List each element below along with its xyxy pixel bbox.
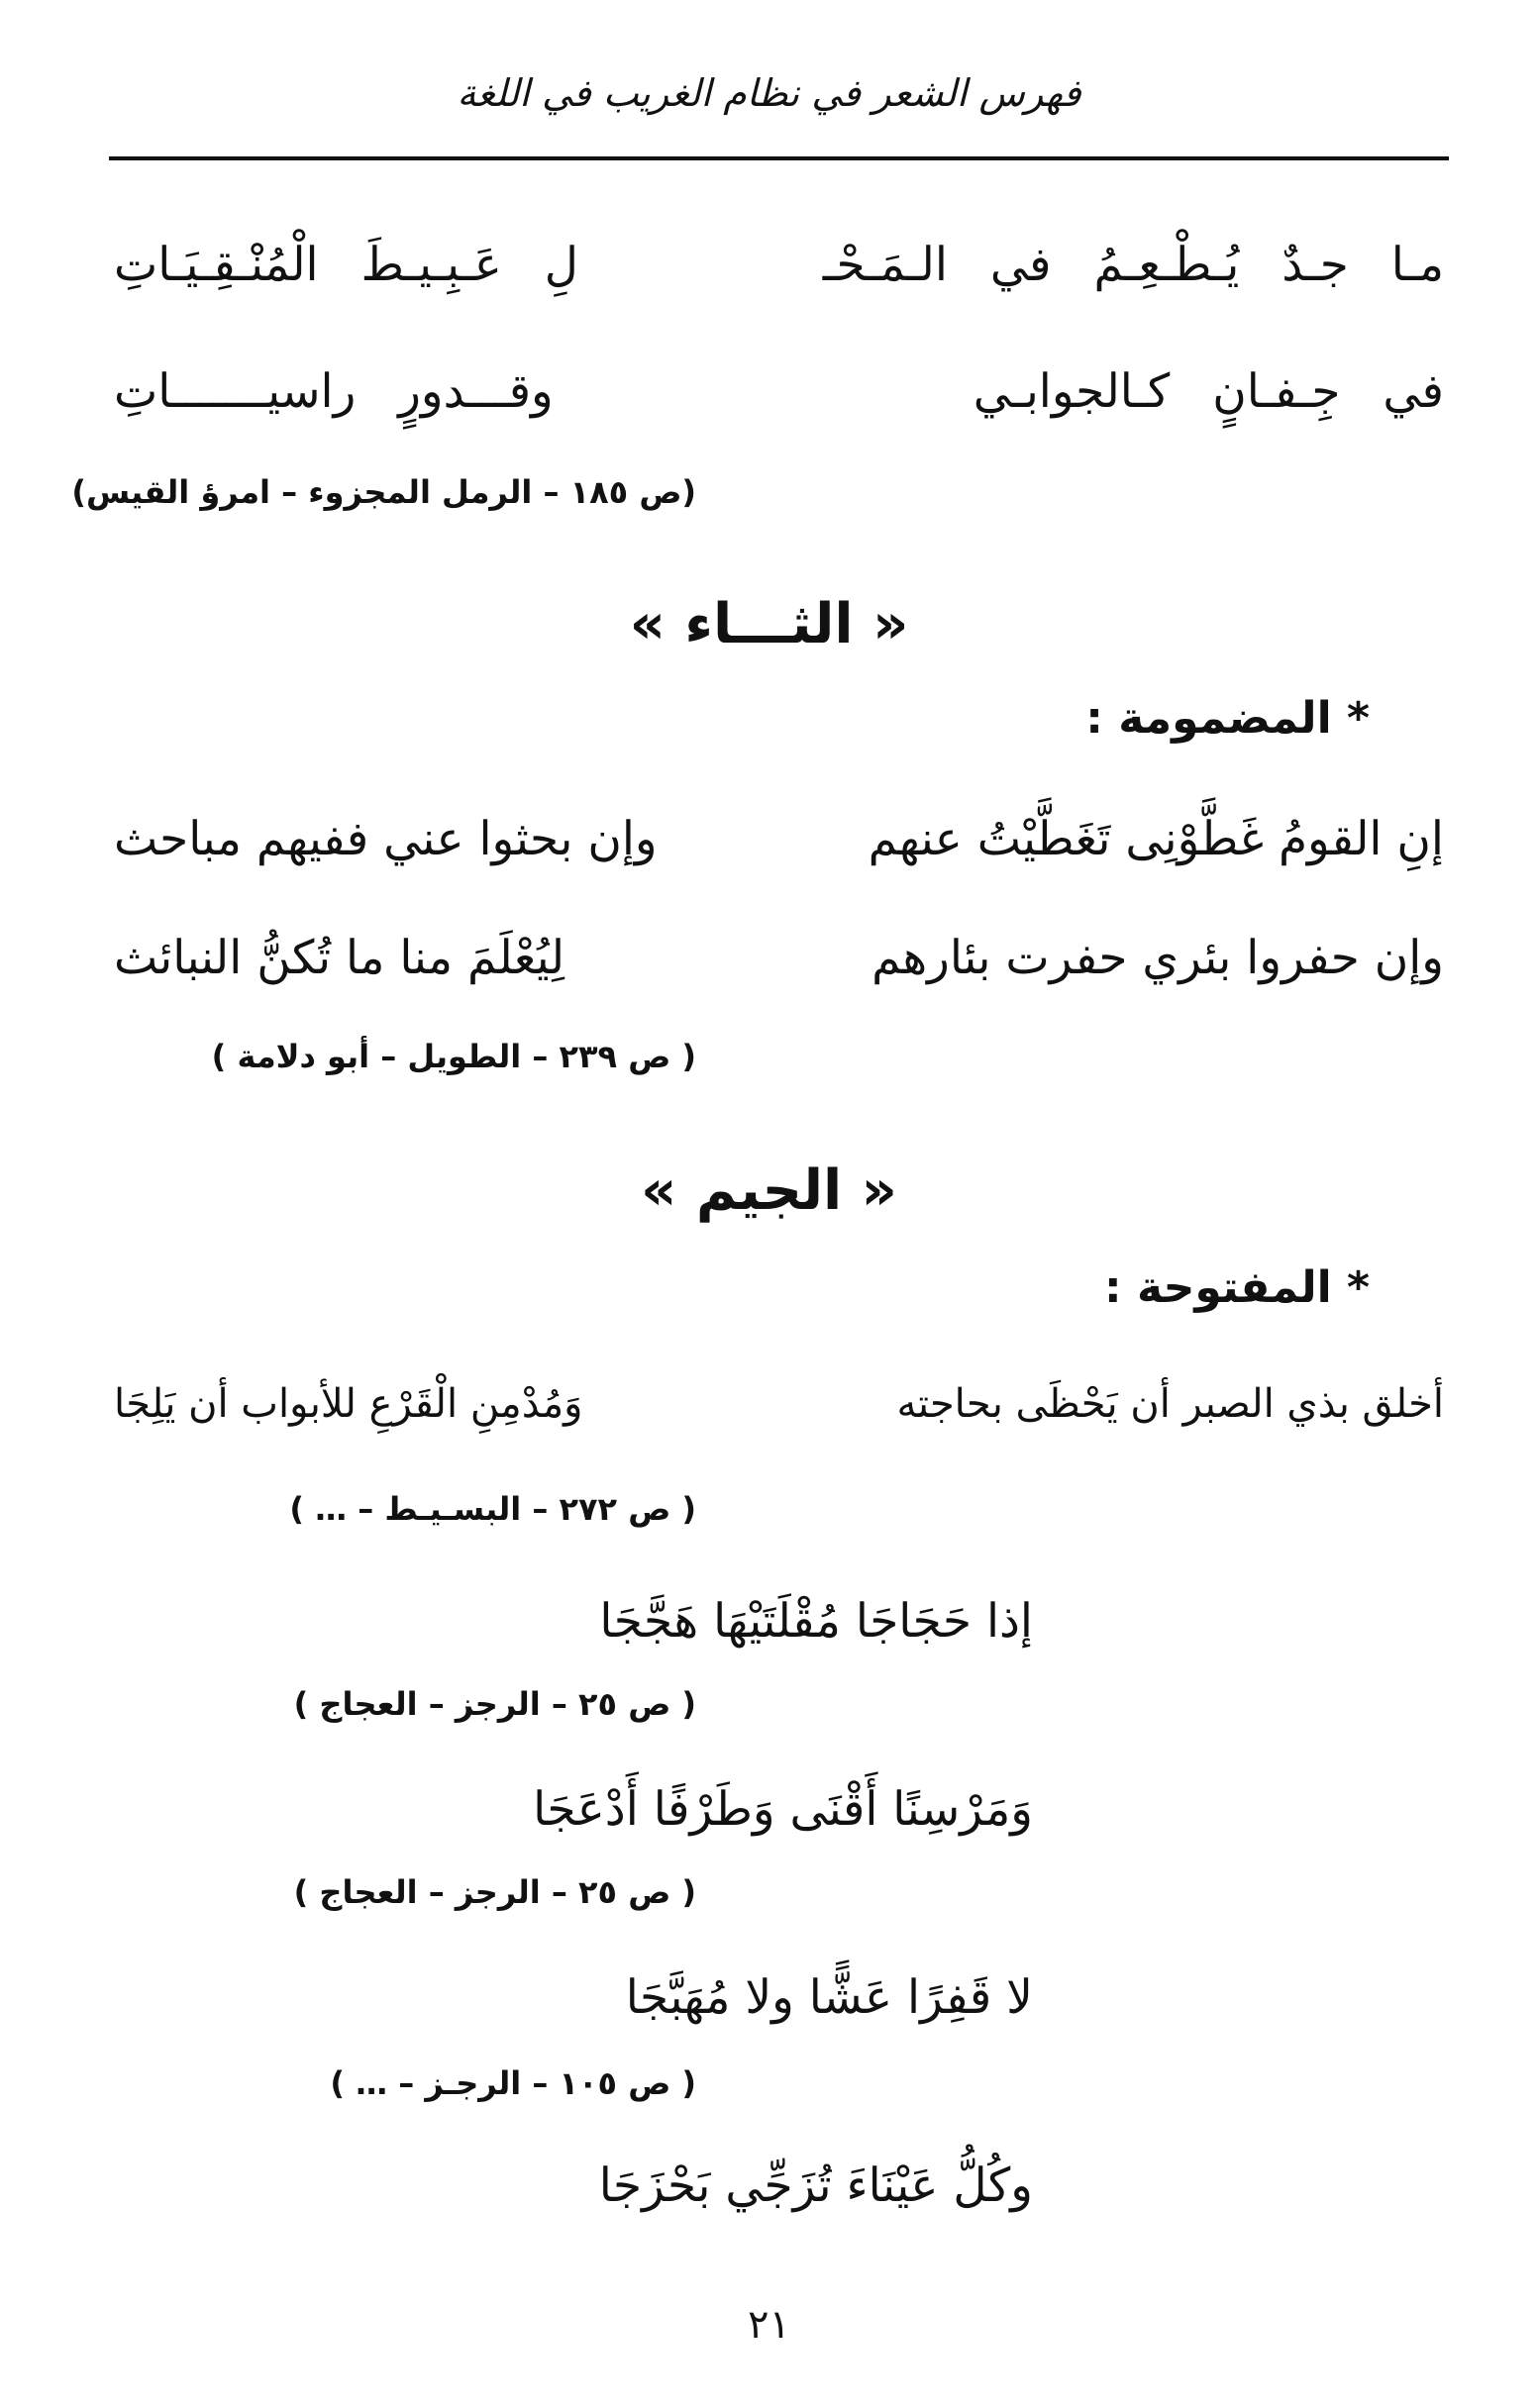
verse-second-hemistich: وإن بحثوا عني ففيهم مباحث [114,812,658,866]
verse-line [114,812,1444,881]
verse-first-hemistich: مـا جـدٌ يُـطْـعِـمُ في الـمَـحْـ [822,238,1444,292]
letter-heading-jim: « الجيم » [641,1158,897,1223]
citation: ( ص ١٠٥ – الرجـز – … ) [330,2064,696,2102]
rajaz-line: لا قَفِرًا عَشًّا ولا مُهَبَّجَا [625,1970,1033,2025]
verse-line [114,1381,1444,1451]
citation: ( ص ٢٣٩ – الطويل – أبو دلامة ) [211,1038,696,1075]
citation: ( ص ٢٥ – الرجز – العجاج ) [293,1685,696,1723]
verse-line [114,238,1444,307]
verse-second-hemistich: لِ عَـبِـيـطَ الْمُنْـقِـيَـاتِ [114,238,578,292]
verse-first-hemistich: إنِ القومُ غَطَّوْنِى تَغَطَّيْتُ عنهم [868,812,1444,866]
verse-second-hemistich: وقـــدورٍ راسيـــــــاتِ [114,364,554,419]
verse-first-hemistich: وإن حفروا بئري حفرت بئارهم [872,931,1444,985]
rajaz-line: وكُلُّ عَيْنَاءَ تُزَجِّي بَحْزَجَا [598,2158,1033,2213]
subheading-madmuma: * المضمومة : [1085,693,1370,744]
citation: ( ص ٢٧٢ – البسـيـط – … ) [289,1490,696,1528]
verse-line [114,931,1444,1000]
rajaz-line: إذا حَجَاجَا مُقْلَتَيْهَا هَجَّجَا [599,1594,1033,1649]
verse-line [114,364,1444,434]
page-number: ٢١ [748,2302,790,2348]
citation: (ص ١٨٥ – الرمل المجزوء – امرؤ القيس) [71,473,696,511]
subheading-maftuha: * المفتوحة : [1104,1262,1370,1313]
verse-second-hemistich: لِيُعْلَمَ منا ما تُكنُّ النبائث [114,931,565,985]
rajaz-line: وَمَرْسِنًا أَقْنَى وَطَرْفًا أَدْعَجَا [533,1782,1033,1837]
citation: ( ص ٢٥ – الرجز – العجاج ) [293,1873,696,1911]
verse-first-hemistich: في جِـفـانٍ كـالجوابـي [973,364,1444,419]
verse-second-hemistich: وَمُدْمِنِ الْقَرْعِ للأبواب أن يَلِجَا [114,1381,583,1427]
header-rule [109,156,1449,160]
running-head: فهرس الشعر في نظام الغريب في اللغة [457,71,1081,115]
verse-first-hemistich: أخلق بذي الصبر أن يَحْظَى بحاجته [896,1381,1444,1427]
letter-heading-tha: « الثـــاء » [629,592,909,656]
